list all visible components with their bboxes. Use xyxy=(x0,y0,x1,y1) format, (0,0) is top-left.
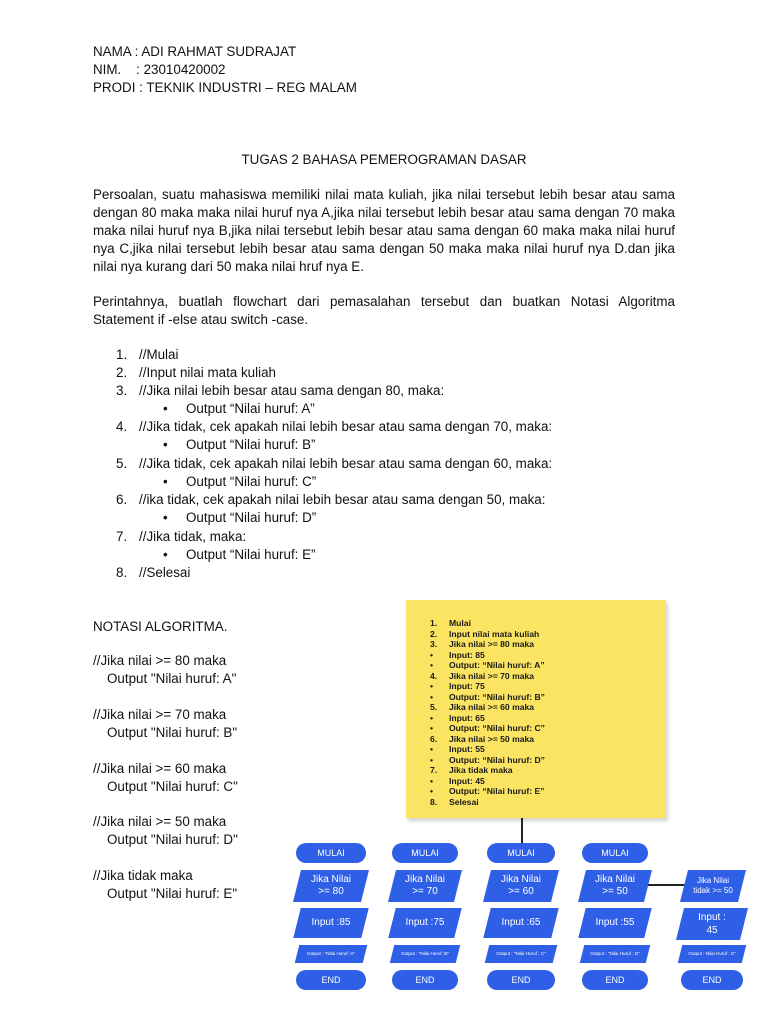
step-number: 8. xyxy=(116,565,128,580)
sticky-note xyxy=(406,600,666,818)
sticky-line: Input nilai mata kuliah xyxy=(449,628,540,639)
step-number: 3. xyxy=(116,383,128,398)
step-text: //Jika tidak, cek apakah nilai lebih besar atau sama dengan 60, maka: xyxy=(139,456,553,471)
step-text: //Jika tidak, cek apakah nilai lebih besar atau sama dengan 70, maka: xyxy=(139,419,553,434)
sticky-line: Selesai xyxy=(449,796,479,807)
sticky-number: • xyxy=(430,754,434,765)
notasi-condition: //Jika nilai >= 80 maka xyxy=(93,653,227,668)
notasi-condition: //Jika nilai >= 50 maka xyxy=(93,814,227,829)
bullet: • xyxy=(163,437,168,452)
flow-input-label: Input : 45 xyxy=(698,912,726,936)
sticky-line: Input: 45 xyxy=(449,775,485,786)
flow-decision xyxy=(680,870,746,902)
flow-decision-label: Jika Nilai >= 60 xyxy=(500,874,541,897)
notasi-output: Output "Nilai huruf: C" xyxy=(107,779,238,794)
flow-output xyxy=(485,945,557,963)
flow-output-label: Output : "Nilai Huruf : D" xyxy=(590,951,640,956)
sticky-number: 7. xyxy=(430,765,438,775)
flow-decision-label: Jika Nilai tidak >= 50 xyxy=(693,876,733,895)
sticky-line: Jika nilai >= 70 maka xyxy=(449,670,535,681)
sticky-line: Input: 55 xyxy=(449,744,485,754)
sticky-line: Jika tidak maka xyxy=(449,765,513,775)
instruction-paragraph: Perintahnya, buatlah flowchart dari pemasalahan tersebut dan buatkan Notasi Algoritma Statement if -else atau switch -case. xyxy=(93,294,675,327)
problem-paragraph: Persoalan, suatu mahasiswa memiliki nilai mata kuliah, jika nilai tersebut lebih besar atau sama dengan 80 maka maka nilai huruf nya A,jika nilai tersebut lebih besar atau sama dengan 70 maka maka nilai huruf nya B,jika nilai tersebut lebih besar atau sama dengan 60 maka maka nilai huruf nya C,jika nilai tersebut lebih besar atau sama dengan 50 maka maka nilai huruf nya D.dan jika nilai nya kurang dari 50 maka nilai hruf nya E. xyxy=(93,187,675,274)
flow-input-label: Input :85 xyxy=(311,917,351,928)
sticky-line: Output: “Nilai huruf: B” xyxy=(449,691,545,702)
sticky-line: Input: 75 xyxy=(449,681,485,691)
notasi-condition: //Jika tidak maka xyxy=(93,868,193,883)
sticky-line: Jika nilai >= 80 maka xyxy=(449,639,535,649)
flow-output xyxy=(295,945,367,963)
student-nim: NIM. : 23010420002 xyxy=(93,62,226,77)
step-text: //Input nilai mata kuliah xyxy=(139,365,276,380)
flow-input-label: Input :65 xyxy=(501,917,541,928)
sticky-number: • xyxy=(430,744,434,754)
sticky-number: 3. xyxy=(430,639,438,649)
flow-output-label: Output : Nilai Huruf : E" xyxy=(688,951,736,956)
flow-end: END xyxy=(582,970,648,990)
flow-decision xyxy=(293,870,369,902)
sticky-number: • xyxy=(430,712,434,723)
step-output: Output “Nilai huruf: E” xyxy=(186,547,316,562)
flow-input-label: Input :55 xyxy=(595,917,635,928)
sticky-line: Output: “Nilai huruf: C” xyxy=(449,723,545,733)
connector-line xyxy=(521,818,523,844)
flow-start: MULAI xyxy=(582,843,648,863)
flow-start: MULAI xyxy=(487,843,555,863)
flow-decision xyxy=(388,870,462,902)
flow-end: END xyxy=(681,970,743,990)
notasi-condition: //Jika nilai >= 70 maka xyxy=(93,707,227,722)
step-number: 7. xyxy=(116,529,128,544)
flow-output xyxy=(678,945,746,963)
step-output: Output “Nilai huruf: B” xyxy=(186,437,316,452)
step-text: //Jika tidak, maka: xyxy=(139,529,247,544)
step-number: 6. xyxy=(116,492,128,507)
step-number: 5. xyxy=(116,456,128,471)
sticky-line: Output: “Nilai huruf: A” xyxy=(449,660,545,670)
flow-output-label: Output : "Nilai Huruf : C" xyxy=(496,951,546,956)
flow-output xyxy=(390,945,460,963)
sticky-number: • xyxy=(430,786,434,796)
step-output: Output “Nilai huruf: C” xyxy=(186,474,317,489)
flow-decision-label: Jika Nilai >= 50 xyxy=(594,874,635,897)
sticky-line: Mulai xyxy=(449,618,471,628)
student-name: NAMA : ADI RAHMAT SUDRAJAT xyxy=(93,44,297,59)
sticky-number: 1. xyxy=(430,618,438,628)
sticky-number: 4. xyxy=(430,670,438,681)
flow-decision-label: Jika Nilai >= 70 xyxy=(404,874,445,897)
sticky-number: • xyxy=(430,723,434,733)
bullet: • xyxy=(163,547,168,562)
sticky-line: Jika nilai >= 60 maka xyxy=(449,702,535,712)
step-output: Output “Nilai huruf: D” xyxy=(186,510,317,525)
step-text: //Mulai xyxy=(139,347,179,362)
flow-end: END xyxy=(392,970,458,990)
step-number: 1. xyxy=(116,347,128,362)
sticky-line: Output: “Nilai huruf: D” xyxy=(449,754,545,765)
sticky-line: Output: “Nilai huruf: E” xyxy=(449,786,545,796)
bullet: • xyxy=(163,510,168,525)
flow-input xyxy=(483,908,558,938)
step-text: //Jika nilai lebih besar atau sama dengan 80, maka: xyxy=(139,383,445,398)
bullet: • xyxy=(163,401,168,416)
step-text: //ika tidak, cek apakah nilai lebih besar atau sama dengan 50, maka: xyxy=(139,492,546,507)
sticky-number: 6. xyxy=(430,733,438,744)
sticky-number: 8. xyxy=(430,796,438,807)
flow-output-label: Output : "Nilai Huruf :A" xyxy=(307,951,355,956)
sticky-number: • xyxy=(430,681,434,691)
step-number: 4. xyxy=(116,419,128,434)
step-number: 2. xyxy=(116,365,128,380)
connector-line xyxy=(645,884,689,886)
step-text: //Selesai xyxy=(139,565,191,580)
student-prodi: PRODI : TEKNIK INDUSTRI – REG MALAM xyxy=(93,80,357,95)
notasi-output: Output "Nilai huruf: D" xyxy=(107,832,238,847)
bullet: • xyxy=(163,474,168,489)
flow-decision-label: Jika Nilai >= 80 xyxy=(310,874,351,897)
flow-end: END xyxy=(296,970,366,990)
sticky-line: Input: 85 xyxy=(449,649,485,660)
flow-input xyxy=(388,908,461,938)
sticky-number: 5. xyxy=(430,702,438,712)
sticky-number: 2. xyxy=(430,628,438,639)
sticky-line: Jika nilai >= 50 maka xyxy=(449,733,535,744)
flow-input xyxy=(578,908,651,938)
flow-input xyxy=(676,908,748,940)
notasi-output: Output "Nilai huruf: A" xyxy=(107,671,237,686)
sticky-number: • xyxy=(430,660,434,670)
sticky-number: • xyxy=(430,775,434,786)
step-output: Output “Nilai huruf: A” xyxy=(186,401,315,416)
flow-decision xyxy=(578,870,652,902)
document-title: TUGAS 2 BAHASA PEMEROGRAMAN DASAR xyxy=(241,152,527,167)
sticky-line: Input: 65 xyxy=(449,712,485,723)
flow-input-label: Input :75 xyxy=(405,917,445,928)
notasi-output: Output "Nilai huruf: B" xyxy=(107,725,238,740)
flow-input xyxy=(293,908,368,938)
flow-decision xyxy=(483,870,559,902)
flow-output-label: Output : "Nilai Huruf :B" xyxy=(401,951,449,956)
flow-output xyxy=(580,945,650,963)
flow-start: MULAI xyxy=(296,843,366,863)
sticky-number: • xyxy=(430,649,434,660)
flow-end: END xyxy=(487,970,555,990)
flow-start: MULAI xyxy=(392,843,458,863)
notasi-condition: //Jika nilai >= 60 maka xyxy=(93,761,227,776)
sticky-number: • xyxy=(430,691,434,702)
notasi-output: Output "Nilai huruf: E" xyxy=(107,886,238,901)
notasi-heading: NOTASI ALGORITMA. xyxy=(93,619,228,634)
